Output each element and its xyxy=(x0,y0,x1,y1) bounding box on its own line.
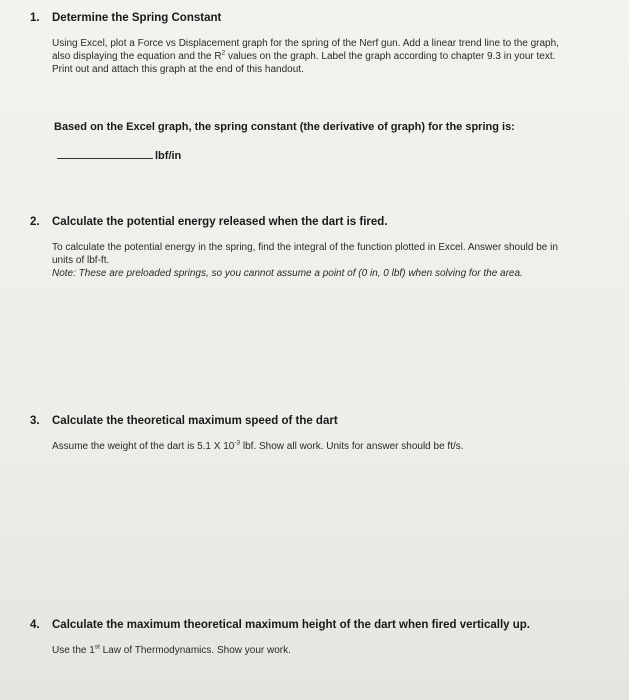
q3-text-b: lbf. Show all work. Units for answer should be ft/s. xyxy=(240,441,464,452)
question-2-instructions xyxy=(52,241,617,280)
exponent-superscript: -3 xyxy=(234,439,241,447)
question-1-title xyxy=(30,12,617,24)
answer-blank[interactable] xyxy=(57,158,153,159)
q4-text-a: Use the 1 xyxy=(52,645,95,656)
question-3-instructions xyxy=(52,440,617,453)
q1-line-2 xyxy=(52,50,617,63)
question-3-heading: Calculate the theoretical maximum speed of the dart xyxy=(52,415,338,427)
q4-text-b: Law of Thermodynamics. Show your work. xyxy=(99,645,291,656)
q3-text-a: Assume the weight of the dart is 5.1 X 10 xyxy=(52,441,235,452)
question-3-number: 3. xyxy=(30,415,40,427)
q2-line-1: To calculate the potential energy in the spring, find the integral of the function plotted in Excel. Answer should be in xyxy=(52,242,558,253)
q1-line-3: Print out and attach this graph at the end of this handout. xyxy=(52,64,304,75)
question-4-heading: Calculate the maximum theoretical maximum height of the dart when fired vertically up. xyxy=(52,619,531,631)
question-2-heading: Calculate the potential energy released when the dart is fired. xyxy=(52,216,388,228)
question-4-number: 4. xyxy=(30,619,40,631)
q1-line-1: Using Excel, plot a Force vs Displacement graph for the spring of the Nerf gun. Add a linear trend line to the graph, xyxy=(52,38,559,49)
question-2 xyxy=(30,216,617,280)
q1-line-2-a: also displaying the equation and the R xyxy=(52,51,222,62)
question-1-prompt: Based on the Excel graph, the spring constant (the derivative of graph) for the spring is: xyxy=(54,121,515,133)
question-3 xyxy=(30,415,617,453)
spring-constant-answer-line xyxy=(57,150,617,162)
answer-unit: lbf/in xyxy=(155,150,182,162)
question-4-instructions xyxy=(52,644,617,657)
ordinal-superscript: st xyxy=(94,643,100,651)
q2-line-2: units of lbf-ft. xyxy=(52,255,110,266)
question-1 xyxy=(30,12,617,76)
question-2-title xyxy=(30,216,617,228)
question-4 xyxy=(30,619,617,657)
question-1-instructions xyxy=(52,37,617,76)
r-squared-superscript: 2 xyxy=(221,49,226,57)
question-1-heading: Determine the Spring Constant xyxy=(52,12,222,24)
q2-note: Note: These are preloaded springs, so you cannot assume a point of (0 in, 0 lbf) when solving for the area. xyxy=(52,268,523,279)
question-1-number: 1. xyxy=(30,12,40,24)
question-2-number: 2. xyxy=(30,216,40,228)
question-3-title xyxy=(30,415,617,427)
q1-line-2-b: values on the graph. Label the graph according to chapter 9.3 in your text. xyxy=(225,51,556,62)
question-4-title xyxy=(30,619,617,631)
